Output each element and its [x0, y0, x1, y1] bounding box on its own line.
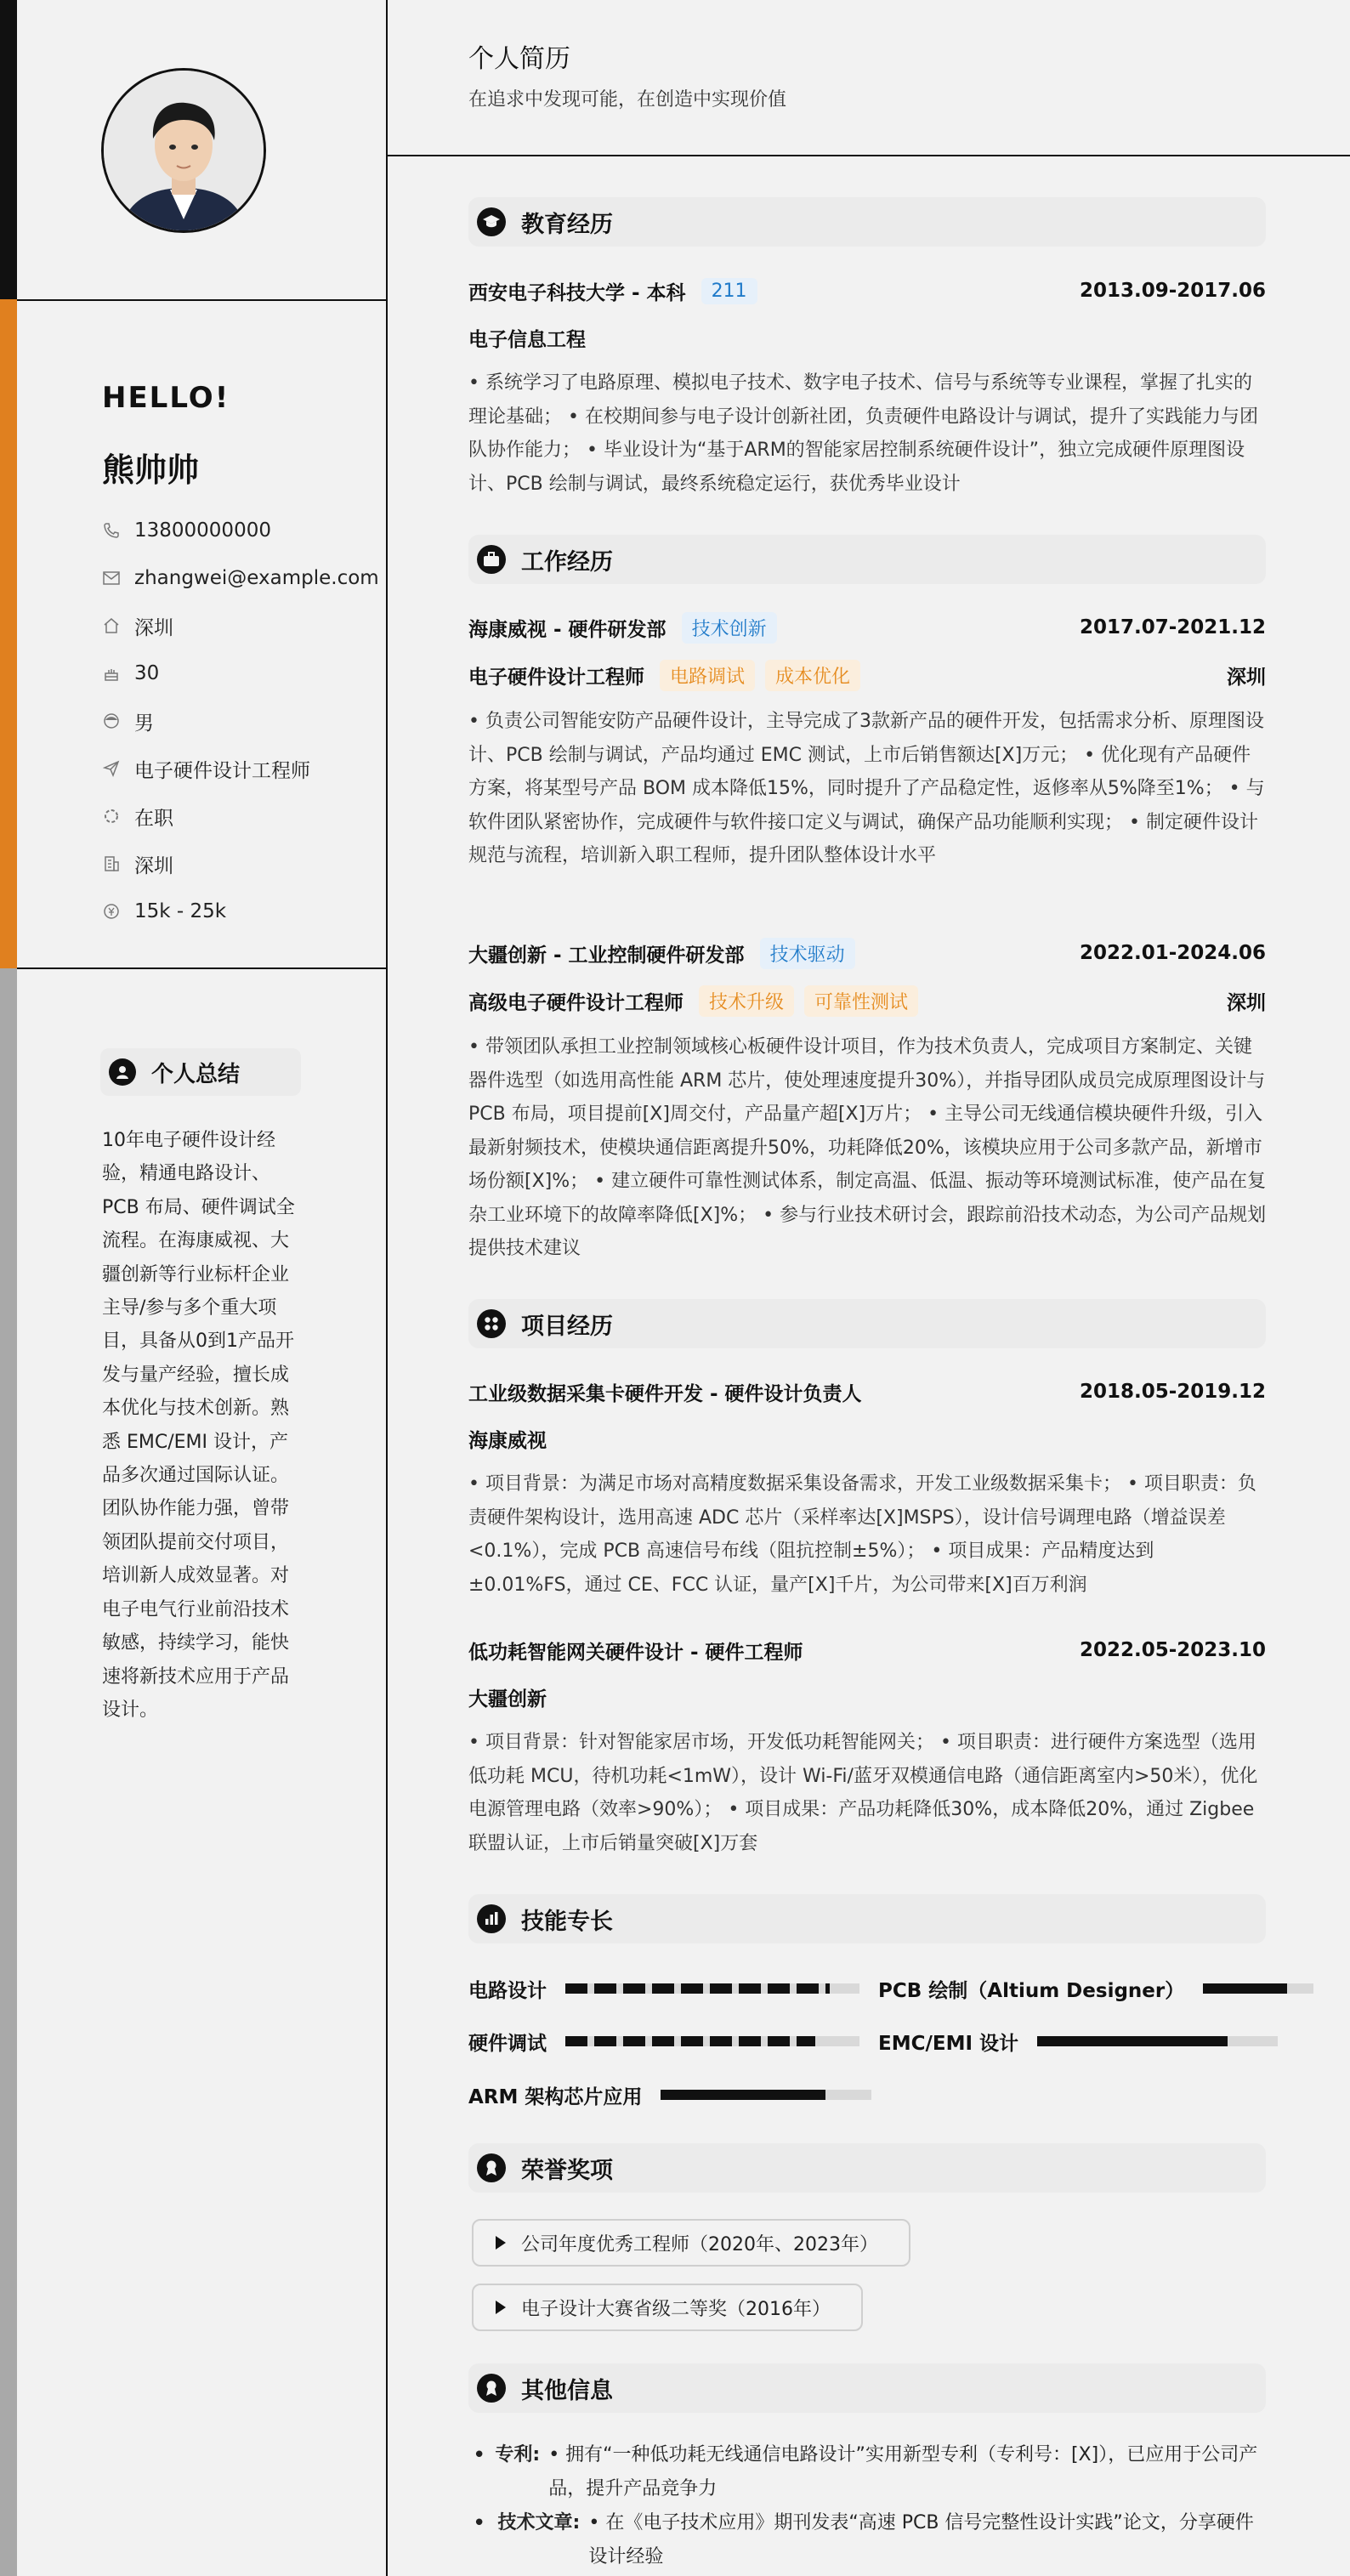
education-tag: 211 [701, 278, 757, 304]
job-1-description: • 负责公司智能安防产品硬件设计，主导完成了3款新产品的硬件开发，包括需求分析、原理图设计、PCB 绘制与调试，产品均通过 EMC 测试，上市后销售额达[X]万元； • 优化现有产品硬件方案，将某型号产品 BOM 成本降低15%，同时提升了产品稳定性，返修率从5%降至1%； • 与软件团队紧密协作，完成硬件与软件接口定义与调试，确保产品功能顺利实现； • 制定硬件设计规范与流程，培训新入职工程师，提升团队整体设计水平 [468, 711, 1265, 866]
project-2-description: • 项目背景：针对智能家居市场，开发低功耗智能网关； • 项目职责：进行硬件方案选型（选用低功耗 MCU，待机功耗<1mW），设计 Wi-Fi/蓝牙双模通信电路（通信距离室内>50米），优化电源管理电路（效率>90%）； • 项目成果：产品功耗降低30%，成本降低20%，通过 Zigbee 联盟认证，上市后销量突破[X]万套 [468, 1732, 1258, 1854]
skill-4 [878, 2024, 1278, 2058]
skill-5-name: ARM 架构芯片应用 [468, 2085, 643, 2108]
job-2-role-tag-2: 可靠性测试 [804, 985, 918, 1017]
bullet-icon: • [473, 2511, 486, 2536]
skill-2 [878, 1972, 1313, 2006]
skill-1-name: 电路设计 [468, 1979, 547, 2002]
avatar-portrait [104, 71, 264, 230]
award-icon [477, 2374, 506, 2403]
phone-icon [102, 521, 121, 540]
contact-age [102, 650, 379, 697]
job-2-description: • 带领团队承担工业控制领域核心板硬件设计项目，作为技术负责人，完成项目方案制定、关键器件选型（如选用高性能 ARM 芯片，使处理速度提升30%），并指导团队成员完成原理图设计与 PCB 布局，项目提前[X]周交付，产品量产超[X]万片； • 主导公司无线通信模块硬件升级，引入最新射频技术，使模块通信距离提升50%，功耗降低20%，该模块应用于公司多款产品，新增市场份额[X]%； • 建立硬件可靠性测试体系，制定高温、低温、振动等环境测试标准，使产品在复杂工业环境下的故障率降低[X]%； • 参与行业技术研讨会，跟踪前沿技术动态，为公司产品规划提供技术建议 [468, 1036, 1267, 1259]
award-item-2-text: 电子设计大赛省级二等奖（2016年） [521, 2298, 831, 2320]
grid-icon [477, 1309, 506, 1338]
bullet-icon: • [473, 2443, 486, 2468]
job-1-role-tag-1: 电路调试 [660, 660, 755, 691]
job-1-role: 电子硬件设计工程师 [468, 666, 644, 689]
briefcase-icon [477, 545, 506, 574]
contact-phone-text: 13800000000 [134, 519, 271, 542]
header-divider [386, 155, 1350, 156]
other-title: 其他信息 [521, 2377, 613, 2404]
accent-bar-orange [0, 299, 17, 968]
triangle-icon [496, 2301, 506, 2314]
contact-email [102, 554, 379, 602]
skill-3-fill [565, 2036, 815, 2046]
sidebar-divider-top [17, 299, 386, 301]
section-education [468, 197, 1266, 247]
bar-chart-icon [477, 1904, 506, 1933]
skill-2-bar [1203, 1983, 1313, 1994]
section-projects [468, 1299, 1266, 1348]
job-2-header [468, 936, 1266, 970]
skill-1-fill [565, 1983, 830, 1994]
project-2-date: 2022.05-2023.10 [1079, 1639, 1266, 1661]
triangle-icon [496, 2236, 506, 2250]
skill-3 [468, 2024, 859, 2058]
education-major-row [468, 321, 1266, 354]
job-1-location: 深圳 [1227, 666, 1266, 689]
contact-age-text: 30 [134, 662, 160, 684]
job-2-role: 高级电子硬件设计工程师 [468, 991, 684, 1014]
skill-1 [468, 1972, 859, 2006]
education-description: • 系统学习了电路原理、模拟电子技术、数字电子技术、信号与系统等专业课程，掌握了扎实的理论基础； • 在校期间参与电子设计创新社团，负责硬件电路设计与调试，提升了实践能力与团队协作能力； • 毕业设计为“基于ARM的智能家居控制系统硬件设计”，独立完成硬件原理图设计、PCB 绘制与调试，最终系统稳定运行，获优秀毕业设计 [468, 372, 1258, 495]
project-1-name: 工业级数据采集卡硬件开发 - 硬件设计负责人 [468, 1382, 862, 1405]
award-item-2 [472, 2284, 863, 2331]
award-icon [477, 2153, 506, 2182]
candidate-name: 熊帅帅 [102, 451, 200, 489]
job-1-date: 2017.07-2021.12 [1079, 616, 1266, 638]
contact-salary-text: 15k - 25k [134, 900, 227, 922]
contact-city [102, 602, 379, 650]
job-1-tag: 技术创新 [682, 612, 777, 644]
page-subtitle: 在追求中发现可能，在创造中实现价值 [468, 89, 787, 111]
skill-3-bar [565, 2036, 859, 2046]
summary-title: 个人总结 [151, 1061, 241, 1087]
project-1-date: 2018.05-2019.12 [1079, 1381, 1266, 1403]
education-major: 电子信息工程 [468, 328, 586, 351]
section-skills [468, 1894, 1266, 1943]
skill-5-fill [661, 2090, 825, 2100]
contact-city-text: 深圳 [134, 616, 173, 639]
award-item-1 [472, 2219, 910, 2267]
awards-title: 荣誉奖项 [521, 2157, 613, 2184]
other-item-1-text: • 拥有“一种低功耗无线通信电路设计”实用新型专利（专利号：[X]），已应用于公司产品，提升产品竞争力 [548, 2444, 1258, 2499]
sidebar-divider-bottom [17, 967, 386, 969]
contact-position [102, 745, 379, 792]
skill-2-fill [1203, 1983, 1287, 1994]
cake-icon [102, 664, 121, 683]
education-school: 西安电子科技大学 - 本科 [468, 281, 686, 304]
job-1-role-row [468, 658, 1266, 692]
job-2-date: 2022.01-2024.06 [1079, 942, 1266, 964]
skill-1-bar [565, 1983, 859, 1994]
contact-email-text: zhangwei@example.com [134, 567, 379, 589]
skill-4-name: EMC/EMI 设计 [878, 2032, 1019, 2055]
work-title: 工作经历 [521, 548, 613, 576]
salary-icon [102, 902, 121, 921]
skill-4-fill [1037, 2036, 1228, 2046]
project-1-description: • 项目背景：为满足市场对高精度数据采集设备需求，开发工业级数据采集卡； • 项目职责：负责硬件架构设计，选用高速 ADC 芯片（采样率达[X]MSPS），设计信号调理电路（增益误差<0.1%），完成 PCB 高速信号布线（阻抗控制±5%）； • 项目成果：产品精度达到±0.01%FS，通过 CE、FCC 认证，量产[X]千片，为公司带来[X]百万利润 [468, 1473, 1256, 1596]
job-2-role-row [468, 984, 1266, 1018]
section-work [468, 535, 1266, 584]
contact-status-text: 在职 [134, 807, 173, 830]
section-other [468, 2363, 1266, 2413]
contact-work-city [102, 840, 379, 888]
contact-phone [102, 507, 379, 554]
other-item-2-text: • 在《电子技术应用》期刊发表“高速 PCB 信号完整性设计实践”论文，分享硬件设计经验 [588, 2512, 1254, 2567]
skill-3-name: 硬件调试 [468, 2032, 547, 2055]
job-2-tag: 技术驱动 [760, 938, 855, 969]
project-2-company-row [468, 1681, 1266, 1713]
contact-gender-text: 男 [134, 712, 154, 735]
accent-bar-black [0, 0, 17, 299]
contact-salary [102, 888, 379, 935]
greeting: HELLO! [102, 381, 230, 415]
projects-title: 项目经历 [521, 1313, 613, 1340]
project-1-company-row [468, 1422, 1266, 1455]
contact-position-text: 电子硬件设计工程师 [134, 759, 310, 782]
skill-5 [468, 2078, 871, 2112]
other-item-2 [473, 2506, 1272, 2574]
job-1-company: 海康威视 - 硬件研发部 [468, 618, 666, 641]
job-1-header [468, 610, 1266, 644]
contact-gender [102, 697, 379, 745]
summary-heading [100, 1048, 301, 1096]
summary-text: 10年电子硬件设计经验，精通电路设计、PCB 布局、硬件调试全流程。在海康威视、大疆创新等行业标杆企业主导/参与多个重大项目，具备从0到1产品开发与量产经验，擅长成本优化与技术创新。熟悉 EMC/EMI 设计，产品多次通过国际认证。团队协作能力强，曾带领团队提前交付项目，培训新人成效显著。对电子电气行业前沿技术敏感，持续学习，能快速将新技术应用于产品设计。 [102, 1130, 295, 1721]
status-icon [102, 807, 121, 826]
building-icon [102, 854, 121, 873]
education-title: 教育经历 [521, 211, 613, 238]
graduation-cap-icon [477, 207, 506, 236]
project-1-company: 海康威视 [468, 1429, 547, 1452]
other-list [473, 2438, 1272, 2574]
project-2-name: 低功耗智能网关硬件设计 - 硬件工程师 [468, 1641, 803, 1664]
accent-bar-gray [0, 968, 17, 2576]
education-header [468, 274, 1266, 308]
job-1-role-tag-2: 成本优化 [765, 660, 860, 691]
job-2-company: 大疆创新 - 工业控制硬件研发部 [468, 944, 745, 967]
other-item-1-label: 专利: [495, 2444, 541, 2465]
job-2-role-tag-1: 技术升级 [699, 985, 794, 1017]
user-icon [109, 1058, 136, 1086]
mail-icon [102, 569, 121, 587]
contact-list [102, 507, 379, 935]
skill-4-bar [1037, 2036, 1278, 2046]
contact-status [102, 792, 379, 840]
education-date: 2013.09-2017.06 [1079, 280, 1266, 302]
send-icon [102, 759, 121, 778]
page-title: 个人简历 [468, 44, 570, 74]
sidebar-divider [386, 0, 388, 2576]
contact-work-city-text: 深圳 [134, 854, 173, 877]
skill-2-name: PCB 绘制（Altium Designer） [878, 1979, 1185, 2002]
avatar [101, 68, 266, 233]
section-awards [468, 2143, 1266, 2193]
skills-title: 技能专长 [521, 1908, 613, 1935]
other-item-1 [473, 2438, 1272, 2506]
other-item-2-label: 技术文章: [497, 2512, 581, 2533]
skill-5-bar [661, 2090, 871, 2100]
project-1-header [468, 1375, 1266, 1409]
home-icon [102, 616, 121, 635]
job-2-location: 深圳 [1227, 991, 1266, 1014]
project-2-company: 大疆创新 [468, 1688, 547, 1711]
project-2-header [468, 1633, 1266, 1667]
gender-icon [102, 712, 121, 730]
award-item-1-text: 公司年度优秀工程师（2020年、2023年） [521, 2233, 878, 2255]
